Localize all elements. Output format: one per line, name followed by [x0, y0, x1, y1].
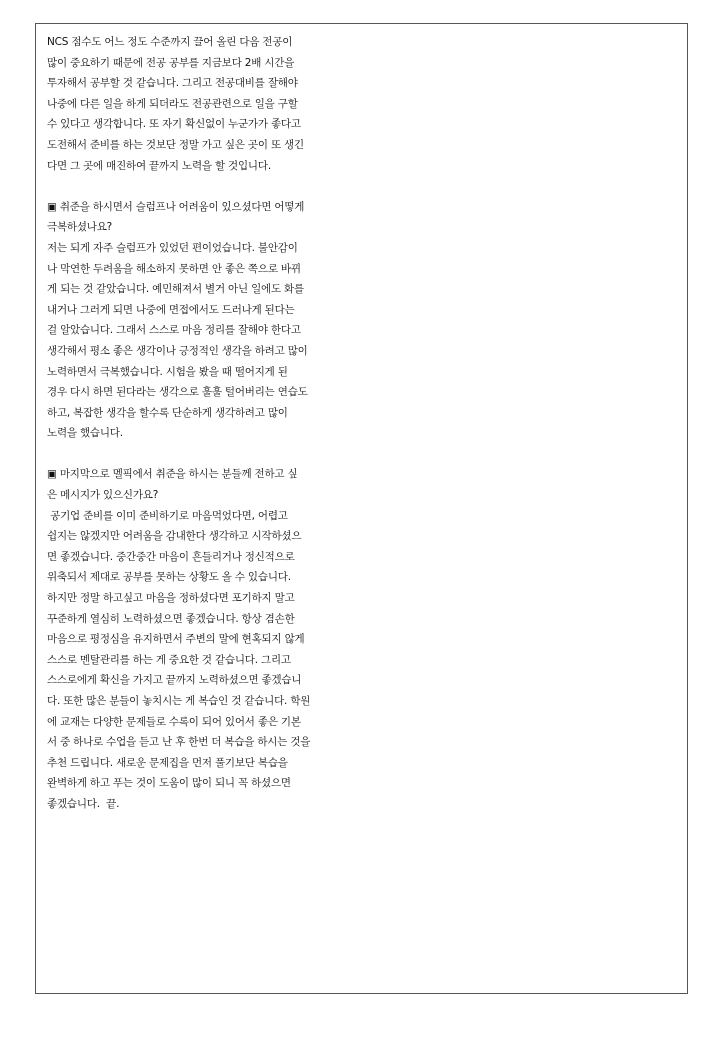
text-line: 꾸준하게 열심히 노력하셨으면 좋겠습니다. 항상 겸손한: [47, 612, 295, 625]
question-2: [47, 197, 677, 238]
question-line: ▣ 취준을 하시면서 슬럼프나 어려움이 있으셨다면 어떻게: [47, 200, 305, 213]
text-line: 내거나 그러게 되면 나중에 면접에서도 드러나게 된다는: [47, 303, 295, 316]
question-line: 은 메시지가 있으신가요?: [47, 489, 159, 502]
paragraph-1: [47, 32, 677, 176]
text-line: 추천 드립니다. 새로운 문제집을 먼저 풀기보단 복습을: [47, 756, 288, 769]
question-line: ▣ 마지막으로 멜픽에서 취준을 하시는 분들께 전하고 싶: [47, 468, 298, 481]
text-line: 수 있다고 생각합니다. 또 자기 확신없이 누군가가 좋다고: [47, 118, 301, 131]
text-line: 생각해서 평소 좋은 생각이나 긍정적인 생각을 하려고 많이: [47, 344, 308, 357]
text-line: 게 되는 것 같았습니다. 예민해져서 별거 아닌 일에도 화를: [47, 283, 304, 296]
paragraph-spacer: [47, 444, 677, 465]
text-line: 많이 중요하기 때문에 전공 공부를 지금보다 2배 시간을: [47, 56, 295, 69]
text-line: 걸 알았습니다. 그래서 스스로 마음 정리를 잘해야 한다고: [47, 324, 301, 337]
text-line: 좋겠습니다. 끝.: [47, 797, 120, 810]
answer-3: [47, 506, 677, 815]
paragraph-spacer: [47, 176, 677, 197]
text-line: 스스로 멘탈관리를 하는 게 중요한 것 같습니다. 그리고: [47, 653, 291, 666]
text-line: 에 교재는 다양한 문제들로 수록이 되어 있어서 좋은 기본: [47, 715, 301, 728]
text-line: 투자해서 공부할 것 같습니다. 그리고 전공대비를 잘해야: [47, 77, 298, 90]
question-3: [47, 464, 677, 505]
text-line: 면 좋겠습니다. 중간중간 마음이 흔들리거나 정신적으로: [47, 550, 295, 563]
text-line: 다. 또한 많은 분들이 놓치시는 게 복습인 것 같습니다. 학원: [47, 695, 311, 707]
text-line: 위축되서 제대로 공부를 못하는 상황도 올 수 있습니다.: [47, 571, 291, 584]
text-line: 쉽지는 않겠지만 어려움을 감내한다 생각하고 시작하셨으: [47, 530, 302, 543]
text-line: 도전해서 준비를 하는 것보단 정말 가고 싶은 곳이 또 생긴: [47, 138, 304, 151]
text-line: 경우 다시 하면 된다라는 생각으로 훌훌 털어버리는 연습도: [47, 386, 308, 399]
text-line: 하고, 복잡한 생각을 할수록 단순하게 생각하려고 많이: [47, 406, 288, 419]
document-body: [47, 32, 677, 815]
text-line: 나 막연한 두려움을 해소하지 못하면 안 좋은 쪽으로 바뀌: [47, 262, 301, 275]
text-line: 노력을 했습니다.: [47, 427, 123, 440]
text-line: 노력하면서 극복했습니다. 시험을 봤을 때 떨어지게 된: [47, 365, 288, 378]
text-line: 다면 그 곳에 매진하여 끝까지 노력을 할 것입니다.: [47, 159, 271, 172]
text-line: 나중에 다른 일을 하게 되더라도 전공관련으로 일을 구할: [47, 97, 298, 110]
text-line: 저는 되게 자주 슬럼프가 있었던 편이었습니다. 불안감이: [47, 241, 298, 254]
text-line: 스스로에게 확신을 가지고 끝까지 노력하셨으면 좋겠습니: [47, 674, 302, 687]
answer-2: [47, 238, 677, 444]
text-line: 하지만 정말 하고싶고 마음을 정하셨다면 포기하지 말고: [47, 592, 295, 605]
question-line: 극복하셨나요?: [47, 221, 113, 234]
page-frame: [35, 23, 688, 994]
text-line: 마음으로 평정심을 유지하면서 주변의 말에 현혹되지 않게: [47, 633, 305, 646]
text-line: 완벽하게 하고 푸는 것이 도움이 많이 되니 꼭 하셨으면: [47, 777, 291, 790]
text-line: 공기업 준비를 이미 준비하기로 마음먹었다면, 어렵고: [47, 509, 288, 522]
text-line: NCS 점수도 어느 정도 수준까지 끌어 올린 다음 전공이: [47, 36, 293, 48]
text-line: 서 중 하나로 수업을 듣고 난 후 한번 더 복습을 하시는 것을: [47, 736, 311, 749]
